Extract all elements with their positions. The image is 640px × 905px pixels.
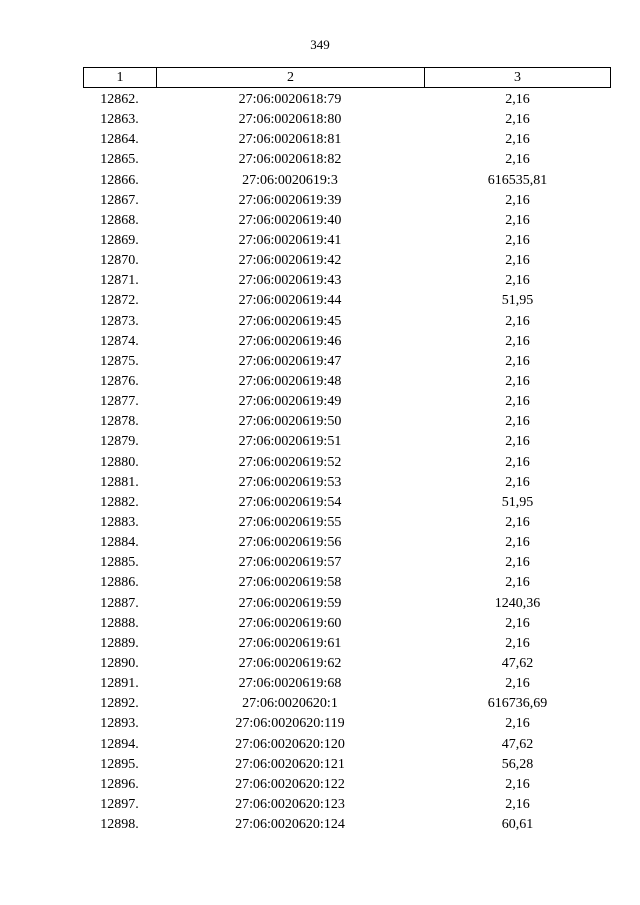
row-number-cell: 12890. (100, 656, 139, 671)
cadastral-number-cell: 27:06:0020619:54 (238, 494, 342, 510)
table-row (83, 372, 611, 392)
row-number-cell: 12898. (100, 817, 139, 833)
table-row (83, 694, 611, 714)
table-row (83, 614, 611, 634)
table-row (83, 332, 611, 352)
value-cell: 2,16 (505, 333, 530, 349)
row-number-cell: 12874. (100, 333, 139, 349)
row-number-cell: 12868. (100, 212, 139, 228)
value-cell: 2,16 (505, 353, 530, 369)
cadastral-number-cell: 27:06:0020620:124 (235, 817, 345, 833)
table-row (83, 211, 611, 231)
row-number-cell: 12864. (100, 132, 139, 148)
row-number-cell: 12893. (100, 716, 139, 732)
row-number-cell: 12863. (100, 112, 139, 128)
value-cell: 2,16 (505, 374, 530, 390)
cadastral-number-cell: 27:06:0020620:1 (242, 696, 338, 712)
cadastral-number-cell: 27:06:0020619:39 (238, 192, 342, 208)
cadastral-number-cell: 27:06:0020619:57 (238, 555, 342, 571)
value-cell: 47,62 (501, 656, 534, 671)
cadastral-number-cell: 27:06:0020619:62 (238, 656, 342, 671)
cadastral-number-cell: 27:06:0020619:43 (238, 273, 342, 289)
table-row (83, 533, 611, 553)
cadastral-number-cell: 27:06:0020619:51 (238, 434, 342, 450)
table-body (83, 90, 611, 835)
table-row (83, 412, 611, 432)
value-cell: 60,61 (501, 817, 534, 833)
table-row (83, 130, 611, 150)
cadastral-number-cell: 27:06:0020619:3 (242, 172, 338, 188)
value-cell: 56,28 (501, 756, 534, 772)
value-cell: 2,16 (505, 796, 530, 812)
cadastral-number-cell: 27:06:0020620:122 (235, 776, 345, 792)
row-number-cell: 12895. (100, 756, 139, 772)
row-number-cell: 12882. (100, 494, 139, 510)
table-row (83, 674, 611, 694)
value-cell: 2,16 (505, 716, 530, 732)
row-number-cell: 12871. (100, 273, 139, 289)
cadastral-number-cell: 27:06:0020619:47 (238, 353, 342, 369)
value-cell: 2,16 (505, 535, 530, 551)
cadastral-number-cell: 27:06:0020619:45 (238, 313, 342, 329)
row-number-cell: 12888. (100, 615, 139, 631)
value-cell: 1240,36 (494, 595, 541, 611)
row-number-cell: 12894. (100, 736, 139, 752)
row-number-cell: 12883. (100, 515, 139, 531)
table-row (83, 453, 611, 473)
cadastral-number-cell: 27:06:0020619:68 (238, 676, 342, 692)
row-number-cell: 12892. (100, 696, 139, 712)
row-number-cell: 12881. (100, 474, 139, 490)
value-cell: 2,16 (505, 394, 530, 410)
value-cell: 47,62 (501, 736, 534, 752)
cadastral-number-cell: 27:06:0020619:55 (238, 515, 342, 531)
cadastral-number-cell: 27:06:0020619:61 (238, 635, 342, 651)
row-number-cell: 12885. (100, 555, 139, 571)
column-header-2: 2 (157, 68, 425, 87)
table-row (83, 634, 611, 654)
row-number-cell: 12875. (100, 353, 139, 369)
cadastral-number-cell: 27:06:0020619:44 (238, 293, 342, 309)
table-row (83, 312, 611, 332)
row-number-cell: 12866. (100, 172, 139, 188)
table-row (83, 815, 611, 835)
cadastral-number-cell: 27:06:0020619:56 (238, 535, 342, 551)
value-cell: 2,16 (505, 615, 530, 631)
table-row (83, 513, 611, 533)
table-row (83, 392, 611, 412)
value-cell: 2,16 (505, 776, 530, 792)
value-cell: 2,16 (505, 212, 530, 228)
cadastral-number-cell: 27:06:0020619:53 (238, 474, 342, 490)
cadastral-number-cell: 27:06:0020619:52 (238, 454, 342, 470)
cadastral-number-cell: 27:06:0020619:49 (238, 394, 342, 410)
row-number-cell: 12887. (100, 595, 139, 611)
column-header-3: 3 (514, 70, 521, 85)
table-row (83, 573, 611, 593)
value-cell: 2,16 (505, 313, 530, 329)
table-row (83, 191, 611, 211)
row-number-cell: 12872. (100, 293, 139, 309)
value-cell: 2,16 (505, 515, 530, 531)
row-number-cell: 12862. (100, 92, 139, 108)
table-row (83, 594, 611, 614)
cadastral-number-cell: 27:06:0020618:79 (238, 92, 342, 108)
row-number-cell: 12876. (100, 374, 139, 390)
page-number: 349 (310, 37, 330, 52)
cadastral-number-cell: 27:06:0020620:121 (235, 756, 345, 772)
cadastral-number-cell: 27:06:0020618:80 (238, 112, 342, 128)
cadastral-number-cell: 27:06:0020620:123 (235, 796, 345, 812)
table-row (83, 654, 611, 674)
table-row (83, 473, 611, 493)
cadastral-number-cell: 27:06:0020620:120 (235, 736, 345, 752)
value-cell: 2,16 (505, 454, 530, 470)
value-cell: 2,16 (505, 273, 530, 289)
value-cell: 2,16 (505, 474, 530, 490)
value-cell: 2,16 (505, 555, 530, 571)
cadastral-number-cell: 27:06:0020619:60 (238, 615, 342, 631)
value-cell: 616535,81 (487, 172, 548, 188)
value-cell: 2,16 (505, 676, 530, 692)
cadastral-number-cell: 27:06:0020619:58 (238, 575, 342, 591)
table-row (83, 171, 611, 191)
row-number-cell: 12877. (100, 394, 139, 410)
value-cell: 2,16 (505, 575, 530, 591)
table-row (83, 110, 611, 130)
row-number-cell: 12884. (100, 535, 139, 551)
cadastral-number-cell: 27:06:0020618:81 (238, 132, 342, 148)
row-number-cell: 12896. (100, 776, 139, 792)
table-row (83, 231, 611, 251)
value-cell: 2,16 (505, 152, 530, 168)
column-header-1: 1 (84, 68, 157, 87)
table-row (83, 735, 611, 755)
row-number-cell: 12891. (100, 676, 139, 692)
row-number-cell: 12873. (100, 313, 139, 329)
value-cell: 2,16 (505, 92, 530, 108)
row-number-cell: 12897. (100, 796, 139, 812)
cadastral-number-cell: 27:06:0020619:42 (238, 253, 342, 269)
table-row (83, 150, 611, 170)
value-cell: 2,16 (505, 192, 530, 208)
table-row (83, 755, 611, 775)
row-number-cell: 12889. (100, 635, 139, 651)
cadastral-number-cell: 27:06:0020618:82 (238, 152, 342, 168)
value-cell: 2,16 (505, 635, 530, 651)
table-row (83, 795, 611, 815)
table-row (83, 291, 611, 311)
cadastral-number-cell: 27:06:0020619:59 (238, 595, 342, 611)
table-row (83, 432, 611, 452)
cadastral-number-cell: 27:06:0020619:40 (238, 212, 342, 228)
value-cell: 2,16 (505, 233, 530, 249)
table-row (83, 271, 611, 291)
value-cell: 51,95 (501, 494, 534, 510)
row-number-cell: 12880. (100, 454, 139, 470)
cadastral-number-cell: 27:06:0020619:46 (238, 333, 342, 349)
value-cell: 2,16 (505, 112, 530, 128)
table-row (83, 352, 611, 372)
value-cell: 2,16 (505, 434, 530, 450)
value-cell: 2,16 (505, 414, 530, 430)
row-number-cell: 12879. (100, 434, 139, 450)
cadastral-number-cell: 27:06:0020619:41 (238, 233, 342, 249)
cadastral-number-cell: 27:06:0020619:48 (238, 374, 342, 390)
table-header (83, 67, 611, 88)
row-number-cell: 12869. (100, 233, 139, 249)
table-row (83, 90, 611, 110)
value-cell: 2,16 (505, 253, 530, 269)
value-cell: 51,95 (501, 293, 534, 309)
row-number-cell: 12878. (100, 414, 139, 430)
table-row (83, 251, 611, 271)
table-row (83, 714, 611, 734)
row-number-cell: 12865. (100, 152, 139, 168)
row-number-cell: 12886. (100, 575, 139, 591)
row-number-cell: 12870. (100, 253, 139, 269)
table-row (83, 493, 611, 513)
value-cell: 616736,69 (487, 696, 548, 712)
cadastral-number-cell: 27:06:0020620:119 (235, 716, 345, 732)
row-number-cell: 12867. (100, 192, 139, 208)
value-cell: 2,16 (505, 132, 530, 148)
table-row (83, 775, 611, 795)
table-row (83, 553, 611, 573)
cadastral-number-cell: 27:06:0020619:50 (238, 414, 342, 430)
